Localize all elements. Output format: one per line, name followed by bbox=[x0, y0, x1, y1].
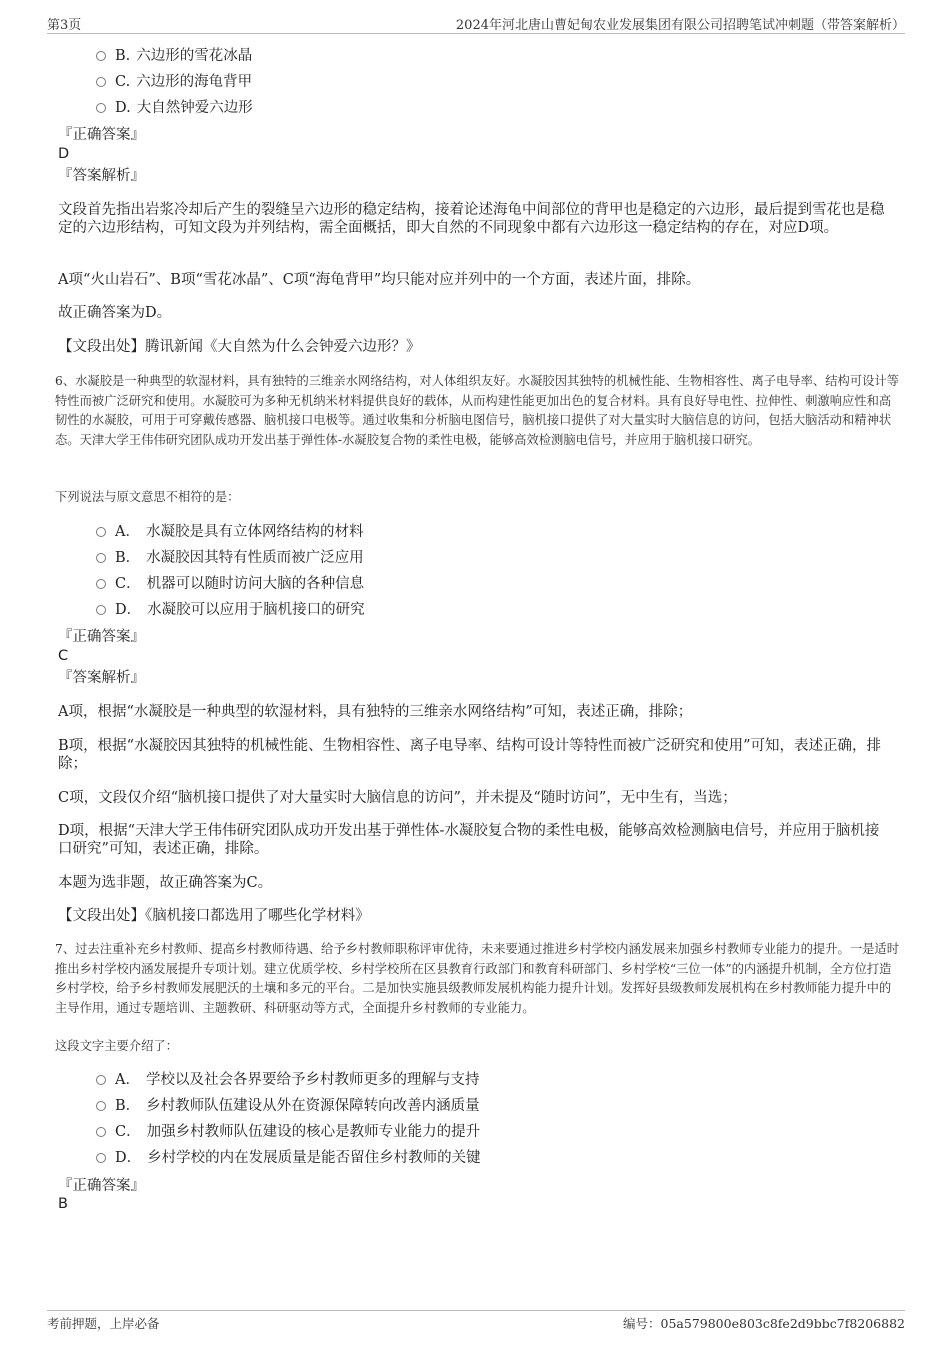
q5-option-c[interactable]: C. 六边形的海龟背甲 bbox=[96, 72, 252, 92]
q7-answer: B bbox=[58, 1196, 68, 1212]
radio-icon[interactable] bbox=[96, 51, 106, 61]
radio-icon[interactable] bbox=[96, 579, 106, 589]
radio-icon[interactable] bbox=[96, 1101, 106, 1111]
q6-analysis-label: 『答案解析』 bbox=[58, 670, 145, 686]
page-footer bbox=[47, 1310, 905, 1334]
q6-option-c[interactable]: C． 机器可以随时访问大脑的各种信息 bbox=[96, 574, 364, 594]
q7-option-c[interactable]: C． 加强乡村教师队伍建设的核心是教师专业能力的提升 bbox=[96, 1122, 480, 1142]
q6-option-b[interactable]: B． 水凝胶因其特有性质而被广泛应用 bbox=[96, 548, 364, 568]
q6-analysis-paragraph: A项，根据“水凝胶是一种典型的软湿材料，具有独特的三维亲水网络结构”可知，表述正确，排除； bbox=[58, 704, 693, 720]
document-title: 2024年河北唐山曹妃甸农业发展集团有限公司招聘笔试冲刺题（带答案解析） bbox=[455, 18, 905, 33]
radio-icon[interactable] bbox=[96, 77, 106, 87]
q5-answer-label: 『正确答案』 bbox=[58, 127, 145, 143]
q5-option-d[interactable]: D. 大自然钟爱六边形 bbox=[96, 98, 253, 118]
q7-option-b[interactable]: B． 乡村教师队伍建设从外在资源保障转向改善内涵质量 bbox=[96, 1096, 480, 1116]
q5-answer: D bbox=[58, 146, 70, 162]
q7-prompt: 这段文字主要介绍了： bbox=[55, 1039, 178, 1053]
q6-analysis-paragraph: B项，根据“水凝胶因其独特的机械性能、生物相容性、离子电导率、结构可设计等特性而被广泛研究和使用”可知，表述正确，排除； bbox=[58, 738, 881, 772]
q5-analysis-paragraph: A项“火山岩石”、B项“雪花冰晶”、C项“海龟背甲”均只能对应并列中的一个方面，表述片面，排除。 bbox=[58, 272, 701, 288]
q5-analysis-label: 『答案解析』 bbox=[58, 168, 145, 184]
q7-question-text: 7、过去注重补充乡村教师、提高乡村教师待遇、给予乡村教师职称评审优待，未来要通过推进乡村学校内涵发展来加强乡村教师专业能力的提升。一是适时推出乡村学校内涵发展提升专项计划。建立优质学校、乡村学校所在区县教育行政部门和教育科研部门、乡村学校“三位一体”的内涵提升机制，全方位打造乡村学校，给予乡村教师发展肥沃的土壤和多元的平台。二是加快实施县级教师发展机构能力提升计划。发挥好县级教师发展机构在乡村教师能力提升中的主导作用，通过专题培训、主题教研、科研驱动等方式，全面提升乡村教师的专业能力。 bbox=[55, 942, 900, 1015]
q6-option-a[interactable]: A． 水凝胶是具有立体网络结构的材料 bbox=[96, 522, 363, 542]
q6-option-d[interactable]: D． 水凝胶可以应用于脑机接口的研究 bbox=[96, 600, 365, 620]
page-header bbox=[47, 14, 905, 34]
radio-icon[interactable] bbox=[96, 527, 106, 537]
radio-icon[interactable] bbox=[96, 103, 106, 113]
q6-answer: C bbox=[58, 648, 69, 664]
q5-conclusion: 故正确答案为D。 bbox=[58, 305, 172, 321]
radio-icon[interactable] bbox=[96, 1075, 106, 1085]
q5-source: 【文段出处】腾讯新闻《大自然为什么会钟爱六边形？》 bbox=[58, 339, 421, 355]
q7-answer-label: 『正确答案』 bbox=[58, 1178, 145, 1194]
document-serial: 编号：05a579800e803c8fe2d9bbc7f8206882 bbox=[623, 1316, 905, 1331]
page-number: 第3页 bbox=[47, 18, 82, 33]
q6-conclusion: 本题为选非题，故正确答案为C。 bbox=[58, 875, 273, 891]
q6-answer-label: 『正确答案』 bbox=[58, 629, 145, 645]
q5-analysis-paragraph: 文段首先指出岩浆冷却后产生的裂缝呈六边形的稳定结构，接着论述海龟中间部位的背甲也是稳定的六边形，最后提到雪花也是稳定的六边形结构，可知文段为并列结构，需全面概括，即大自然的不同现象中都有六边形这一稳定结构的存在，对应D项。 bbox=[58, 202, 885, 236]
q6-analysis-paragraph: D项，根据“天津大学王伟伟研究团队成功开发出基于弹性体-水凝胶复合物的柔性电极，能够高效检测脑电信号，并应用于脑机接口研究”可知，表述正确，排除。 bbox=[58, 823, 880, 857]
footer-slogan: 考前押题，上岸必备 bbox=[47, 1316, 160, 1331]
q6-question-text: 6、水凝胶是一种典型的软湿材料，具有独特的三维亲水网络结构，对人体组织友好。水凝胶因其独特的机械性能、生物相容性、离子电导率、结构可设计等特性而被广泛研究和使用。水凝胶可为多种无机纳米材料提供良好的载体，从而构建性能更加出色的复合材料。具有良好导电性、拉伸性、刺激响应性和高韧性的水凝胶，可用于可穿戴传感器、脑机接口电极等。通过收集和分析脑电图信号，脑机接口提供了对大量实时大脑信息的访问，包括大脑活动和精神状态。天津大学王伟伟研究团队成功开发出基于弹性体-水凝胶复合物的柔性电极，能够高效检测脑电信号，并应用于脑机接口研究。 bbox=[55, 374, 900, 447]
radio-icon[interactable] bbox=[96, 1153, 106, 1163]
radio-icon[interactable] bbox=[96, 605, 106, 615]
radio-icon[interactable] bbox=[96, 1127, 106, 1137]
radio-icon[interactable] bbox=[96, 553, 106, 563]
q5-option-b[interactable]: B. 六边形的雪花冰晶 bbox=[96, 46, 252, 66]
q7-option-a[interactable]: A． 学校以及社会各界要给予乡村教师更多的理解与支持 bbox=[96, 1070, 479, 1090]
q6-analysis-paragraph: C项，文段仅介绍“脑机接口提供了对大量实时大脑信息的访问”，并未提及“随时访问”，无中生有，当选； bbox=[58, 790, 737, 806]
q6-prompt: 下列说法与原文意思不相符的是： bbox=[55, 490, 240, 504]
q6-source: 【文段出处】《脑机接口都选用了哪些化学材料》 bbox=[58, 908, 370, 924]
q7-option-d[interactable]: D． 乡村学校的内在发展质量是能否留住乡村教师的关键 bbox=[96, 1148, 481, 1168]
